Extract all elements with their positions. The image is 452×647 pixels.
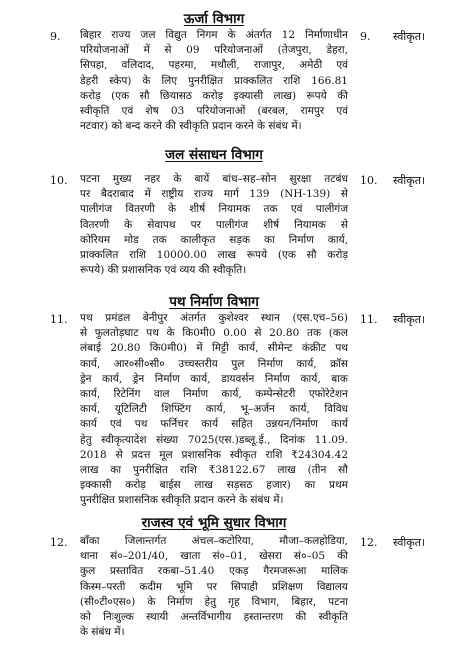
- text-line: करोड़ (एक सौ छियासठ करोड़ इक्यासी लाख) रूपये की: [80, 89, 348, 102]
- item-text: [80, 311, 348, 509]
- item-number: 12.: [50, 536, 68, 549]
- text-line: कार्य एवं पथ फर्निचर कार्य सहित उन्नयन/निर्माण कार्य: [80, 418, 348, 431]
- text-line: नटवार) को बन्द करने की स्वीकृति प्रदान करने के संबंध में।: [80, 120, 302, 133]
- decision-number: 12.: [360, 536, 378, 549]
- decision-number: 10.: [360, 174, 378, 187]
- text-line: कार्य, रिटेनिंग वाल निर्माण कार्य, कम्पेन्सेटरी एफोरेटेशन: [80, 388, 348, 401]
- text-line: बाँका जिलान्तर्गत अंचल–कटोरिया, मौजा–कलहोडिया,: [80, 535, 348, 547]
- item-number: 11.: [50, 313, 68, 326]
- status-text: स्वीकृत।: [393, 313, 426, 326]
- text-line: (सी०टी०एस०) के निर्माण हेतु गृह विभाग, बिहार, पटना: [80, 595, 348, 608]
- text-line: स्वीकृति एवं शेष 03 परियोजनाओं (बरबल, रामपुर एवं: [80, 105, 348, 118]
- text-line: से फुलतोड़घाट पथ के कि0मी0 0.00 से 20.80 तक (कल: [80, 327, 348, 340]
- text-line: कुल प्रस्तावित रकबा–51.40 एकड़ गैरमजरूआ मालिक: [80, 565, 348, 578]
- text-line: इक्कासी करोड़ बाईस लाख सड़सठ हजार) का प्रथम: [80, 479, 348, 492]
- item-number: 10.: [50, 174, 68, 187]
- status-text: स्वीकृत।: [393, 536, 426, 549]
- section-revenue-land-reforms: [0, 515, 452, 647]
- text-line: कार्य, यूटिलिटी शिफ्टिंग कार्य, भू–अर्जन कार्य, विविध: [80, 403, 348, 416]
- item-number: 9.: [50, 30, 61, 43]
- text-line: पालीगंज वितरणी के शीर्ष नियामक तक एवं पालीगंज: [80, 203, 348, 216]
- text-line: वितरणी के सेवापथ पर पालीगंज शीर्ष नियामक से: [80, 218, 348, 231]
- text-line: पर बैदराबाद में राष्ट्रीय राज्य मार्ग 139 (NH-139) से: [80, 188, 348, 201]
- text-line: कोरियम मोड तक कालीकृत सड़क का निर्माण कार्य,: [80, 233, 348, 246]
- text-line: कार्य, आर०सी०सी० उच्चस्तरीय पुल निर्माण कार्य, क्रॉस: [80, 357, 348, 370]
- section-heading: जल संसाधन विभाग: [165, 147, 263, 163]
- item-text: [80, 172, 348, 278]
- item-text: [80, 28, 348, 134]
- text-line: ड्रेन कार्य, ड्रेन निर्माण कार्य, डायवर्सन निर्माण कार्य, बाक: [80, 372, 348, 385]
- text-line: लाख का पुनरीक्षित राशि ₹38122.67 लाख (तीन सौ: [80, 464, 348, 477]
- text-line: 2018 से प्रदत्त मूल प्रशासनिक स्वीकृत राशि ₹24304.42: [80, 448, 348, 461]
- decision-number: 11.: [360, 313, 378, 326]
- status-text: स्वीकृत।: [393, 30, 426, 43]
- text-line: थाना सं०–201/40, खाता सं०–01, खेसरा सं०–05 की: [80, 550, 348, 563]
- text-line: रूपये) की प्रशासनिक एवं व्यय की स्वीकृति।: [80, 264, 247, 277]
- text-line: पथ प्रमंडल बेनीपुर अंतर्गत कुशेश्वर स्थान (एस.एच–56): [80, 312, 348, 324]
- text-line: किस्म–परती कदीम भूमि पर सिपाही प्रशिक्षण विद्यालय: [80, 580, 348, 593]
- text-line: हेतु स्वीकृत्यादेश संख्या 7025(एस.)डब्लू.ई., दिनांक 11.09.: [80, 433, 348, 446]
- section-heading: पथ निर्माण विभाग: [169, 294, 259, 310]
- text-line: लंबाई 20.80 कि0मी0) में मिट्टी कार्य, सीमेन्ट कंक्रीट पथ: [80, 342, 348, 355]
- section-heading: ऊर्जा विभाग: [183, 11, 245, 27]
- item-text: [80, 534, 348, 640]
- section-energy: [0, 0, 452, 150]
- status-text: स्वीकृत।: [393, 174, 426, 187]
- text-line: के संबंध में।: [80, 626, 125, 639]
- section-water-resources: [0, 140, 452, 280]
- section-heading: राजस्व एवं भूमि सुधार विभाग: [141, 515, 287, 531]
- text-line: पटना मुख्य नहर के बायें बांध–सह–सोन सुरक्षा तटबंध: [80, 173, 348, 185]
- text-line: सिपहा, वलिदाद, पहरमा, मथौली, राजापुर, अमेठी एवं: [80, 59, 348, 72]
- text-line: बिहार राज्य जल विद्युत निगम के अंतर्गत 12 निर्माणाधीन: [80, 29, 348, 41]
- text-line: पुनरीक्षित प्रशासनिक स्वीकृति प्रदान करने के संबंध में।: [80, 494, 284, 507]
- section-road-construction: [0, 290, 452, 525]
- decision-number: 9.: [360, 30, 371, 43]
- text-line: प्राक्कलित राशि 10000.00 लाख रूपये (एक सौ करोड़: [80, 249, 348, 262]
- text-line: डेहरी स्केप) के लिए पुनरीक्षित प्राक्कलित राशि 166.81: [80, 74, 348, 87]
- text-line: को निःशुल्क स्थायी अन्तर्विभागीय हस्तान्तरण की स्वीकृति: [80, 611, 348, 624]
- text-line: परियोजनाओं में से 09 परियोजनाओं (तेजपुरा, डेहरा,: [80, 44, 348, 57]
